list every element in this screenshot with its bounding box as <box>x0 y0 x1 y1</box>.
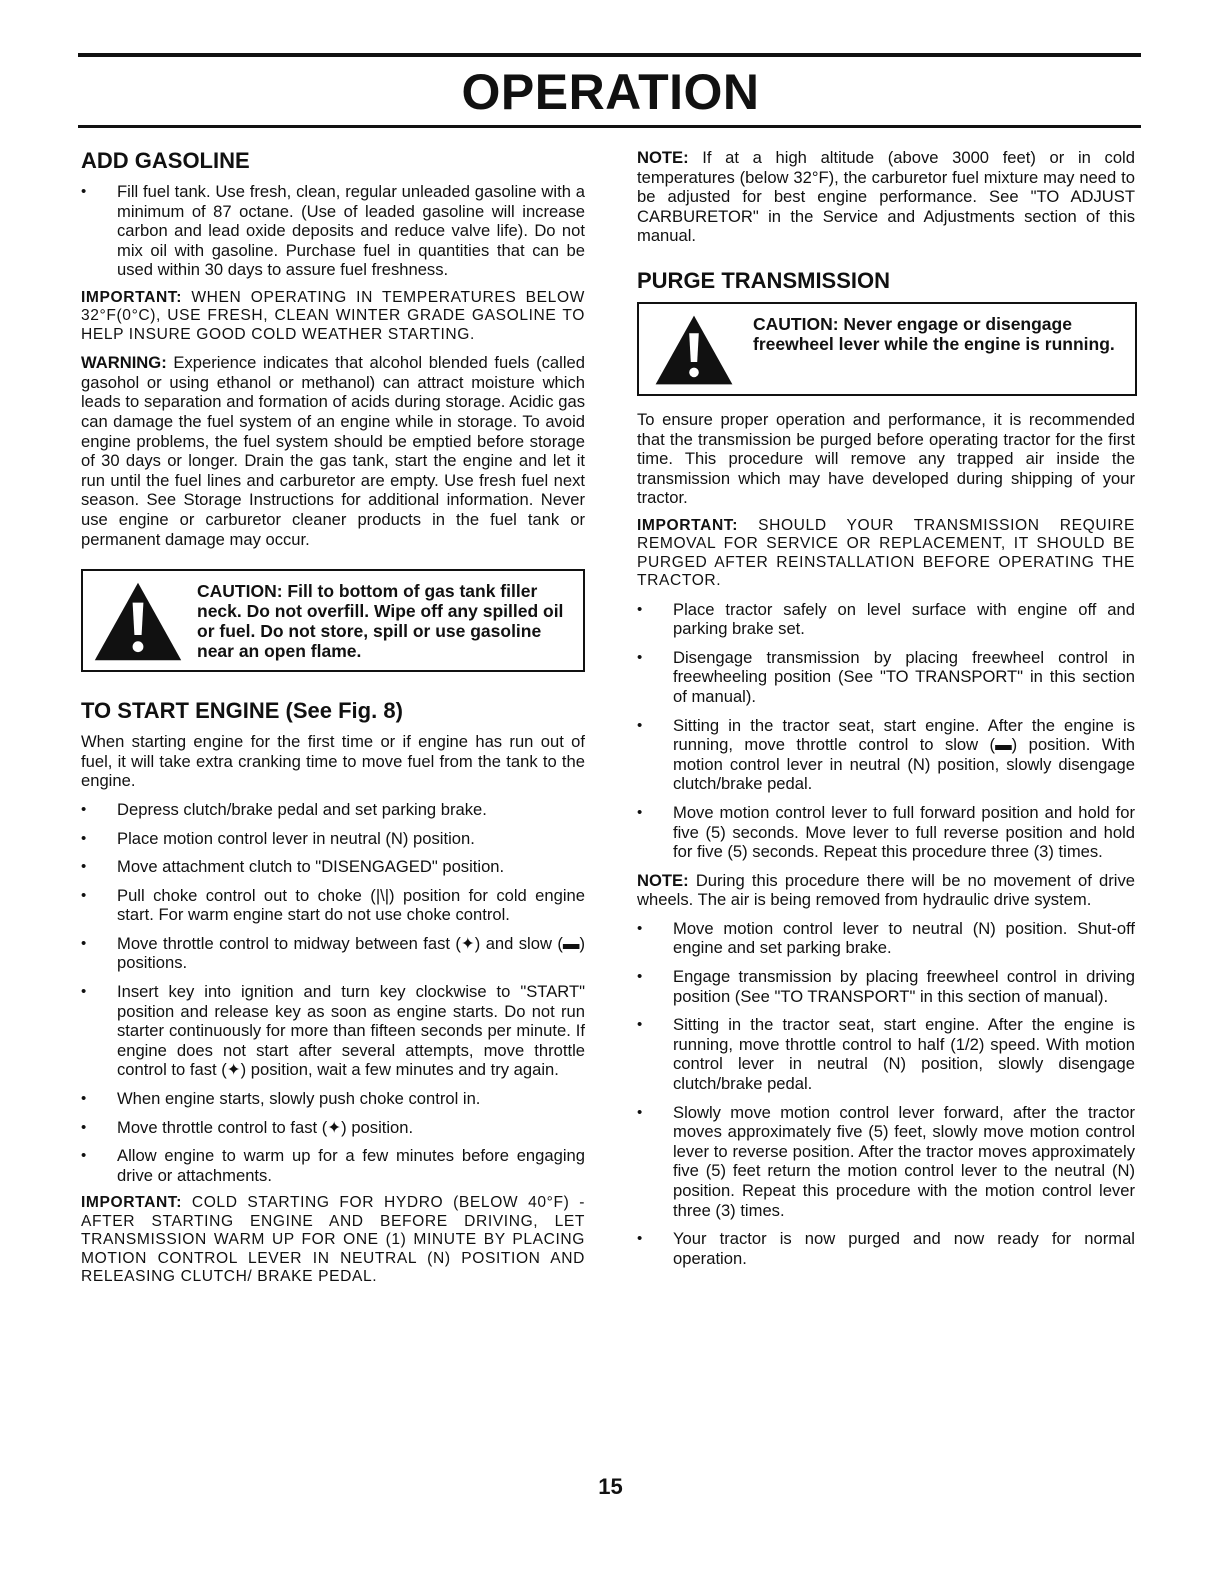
purge-note <box>637 871 1135 910</box>
note-text: During this procedure there will be no movement of drive wheels. The air is being removed from hydraulic drive system. <box>637 870 1135 910</box>
warning-triangle-icon <box>649 314 739 386</box>
caution-text: CAUTION: Never engage or disengage freewheel lever while the engine is running. <box>753 313 1115 354</box>
warning-text: Experience indicates that alcohol blended fuels (called gasohol or using ethanol or methanol) can attract moisture which leads to separation and formation of acids during storage. Acidic gas can damage the fuel system of an engine while in storage. To avoid engine problems, the fuel system should be emptied before storage of 30 days or longer. Drain the gas tank, start the engine and let it run until the fuel lines and carburetor are empty. Use fresh fuel next season. See Storage Instructions for additional information. Never use engine or carburetor cleaner products in the fuel tank or permanent damage may occur. <box>81 353 585 549</box>
page-number: 15 <box>598 1474 623 1499</box>
important-label: IMPORTANT: <box>81 1194 182 1212</box>
left-column <box>81 148 585 1295</box>
important-text: WHEN OPERATING IN TEMPERATURES BELOW 32°F(0°C), USE FRESH, CLEAN WINTER GRADE GASOLINE TO HELP INSURE GOOD COLD WEATHER STARTING. <box>81 288 585 343</box>
start-engine-heading-main: TO START ENGINE <box>81 698 280 724</box>
list-item: • Sitting in the tractor seat, start engine. After the engine is running, move throttle control to half (1/2) speed. With motion control lever in neutral (N) position, slowly disengage clutch/brake pedal. <box>637 1015 1135 1093</box>
important-note <box>81 1194 585 1286</box>
list-item: • Move throttle control to fast (✦) position. <box>81 1118 585 1138</box>
purge-steps-list-continued <box>637 919 1135 1269</box>
start-engine-heading-ref: (See Fig. 8) <box>279 698 403 724</box>
caution-box-freewheel <box>637 302 1137 396</box>
purge-intro: To ensure proper operation and performance, it is recommended that the transmission be purged before operating tractor for the first time. This procedure will remove any trapped air inside the transmission which may have developed during shipping of your tractor. <box>637 409 1135 508</box>
add-gasoline-heading: ADD GASOLINE <box>81 148 250 173</box>
important-label: IMPORTANT: <box>81 288 182 306</box>
list-item: • Disengage transmission by placing freewheel control in freewheeling position (See "TO TRANSPORT" in this section of manual). <box>637 648 1135 707</box>
warning-note <box>81 353 585 549</box>
important-note <box>81 289 585 344</box>
list-item: • Depress clutch/brake pedal and set parking brake. <box>81 800 585 820</box>
caution-box-gasoline <box>81 569 585 672</box>
title-underline-rule <box>78 125 1141 128</box>
warning-label: WARNING: <box>81 353 167 373</box>
important-text: SHOULD YOUR TRANSMISSION REQUIRE REMOVAL FOR SERVICE OR REPLACEMENT, IT SHOULD BE PURGED AFTER REINSTALLATION BEFORE OPERATING THE TRACTOR. <box>637 516 1135 590</box>
list-item: • Fill fuel tank. Use fresh, clean, regular unleaded gasoline with a minimum of 87 octane. (Use of leaded gasoline will increase carbon and lead oxide deposits and reduce valve life). Do not mix oil with gasoline. Purchase fuel in quantities that can be used within 30 days to assure fuel freshness. <box>81 182 585 280</box>
important-text: COLD STARTING FOR HYDRO (BELOW 40°F) - AFTER STARTING ENGINE AND BEFORE DRIVING, LET TRANSMISSION WARM UP FOR ONE (1) MINUTE BY PLACING MOTION CONTROL LEVER IN NEUTRAL (N) POSITION AND RELEASING CLUTCH/ BRAKE PEDAL. <box>81 1194 585 1286</box>
important-note <box>637 517 1135 591</box>
list-item: • Move attachment clutch to "DISENGAGED" position. <box>81 857 585 877</box>
list-item: • Place tractor safely on level surface with engine off and parking brake set. <box>637 600 1135 639</box>
start-engine-intro: When starting engine for the first time or if engine has run out of fuel, it will take extra cranking time to move fuel from the tank to the engine. <box>81 732 585 791</box>
note-label: NOTE: <box>637 870 689 890</box>
list-item: • Slowly move motion control lever forward, after the tractor moves approximately five (5) feet, slowly move motion control lever to reverse position. After the tractor moves approximately five (5) feet return the motion control lever to the neutral (N) position. Repeat this procedure with the motion control lever three (3) times. <box>637 1103 1135 1221</box>
list-item: • Move motion control lever to full forward position and hold for five (5) seconds. Move lever to full reverse position and hold for five (5) seconds. Repeat this procedure three (3) times. <box>637 803 1135 862</box>
list-item: • Move throttle control to midway between fast (✦) and slow (▬) positions. <box>81 934 585 973</box>
altitude-note <box>637 148 1135 246</box>
list-item: • Allow engine to warm up for a few minutes before engaging drive or attachments. <box>81 1146 585 1185</box>
list-item: • Your tractor is now purged and now ready for normal operation. <box>637 1229 1135 1268</box>
warning-triangle-icon <box>93 581 183 662</box>
note-label: NOTE: <box>637 148 689 167</box>
add-gasoline-list <box>81 182 585 280</box>
purge-transmission-heading: PURGE TRANSMISSION <box>637 267 891 293</box>
important-label: IMPORTANT: <box>637 516 738 534</box>
list-item: • Engage transmission by placing freewheel control in driving position (See "TO TRANSPORT" in this section of manual). <box>637 967 1135 1006</box>
list-item: • When engine starts, slowly push choke control in. <box>81 1089 585 1109</box>
top-rule <box>78 53 1141 57</box>
list-item: • Move motion control lever to neutral (N) position. Shut-off engine and set parking brake. <box>637 919 1135 958</box>
note-text: If at a high altitude (above 3000 feet) or in cold temperatures (below 32°F), the carburetor fuel mixture may need to be adjusted for best engine performance. See "TO ADJUST CARBURETOR" in the Service and Adjustments section of this manual. <box>637 148 1135 246</box>
list-item: • Insert key into ignition and turn key clockwise to "START" position and release key as soon as engine starts. Do not run starter continuously for more than fifteen seconds per minute. If engine does not start after several attempts, move throttle control to fast (✦) position, wait a few minutes and try again. <box>81 982 585 1080</box>
page-title: OPERATION <box>461 64 760 120</box>
list-item: • Pull choke control out to choke (|\|) position for cold engine start. For warm engine start do not use choke control. <box>81 886 585 925</box>
start-engine-list <box>81 800 585 1186</box>
start-engine-heading <box>81 698 585 724</box>
right-column <box>637 148 1135 1277</box>
list-item: • Sitting in the tractor seat, start engine. After the engine is running, move throttle control to slow (▬) position. With motion control lever in neutral (N) position, slowly disengage clutch/brake pedal. <box>637 716 1135 794</box>
caution-text: CAUTION: Fill to bottom of gas tank filler neck. Do not overfill. Wipe off any spilled oil or fuel. Do not store, spill or use gasoline near an open flame. <box>197 581 564 662</box>
purge-steps-list <box>637 600 1135 862</box>
list-item: • Place motion control lever in neutral (N) position. <box>81 829 585 849</box>
